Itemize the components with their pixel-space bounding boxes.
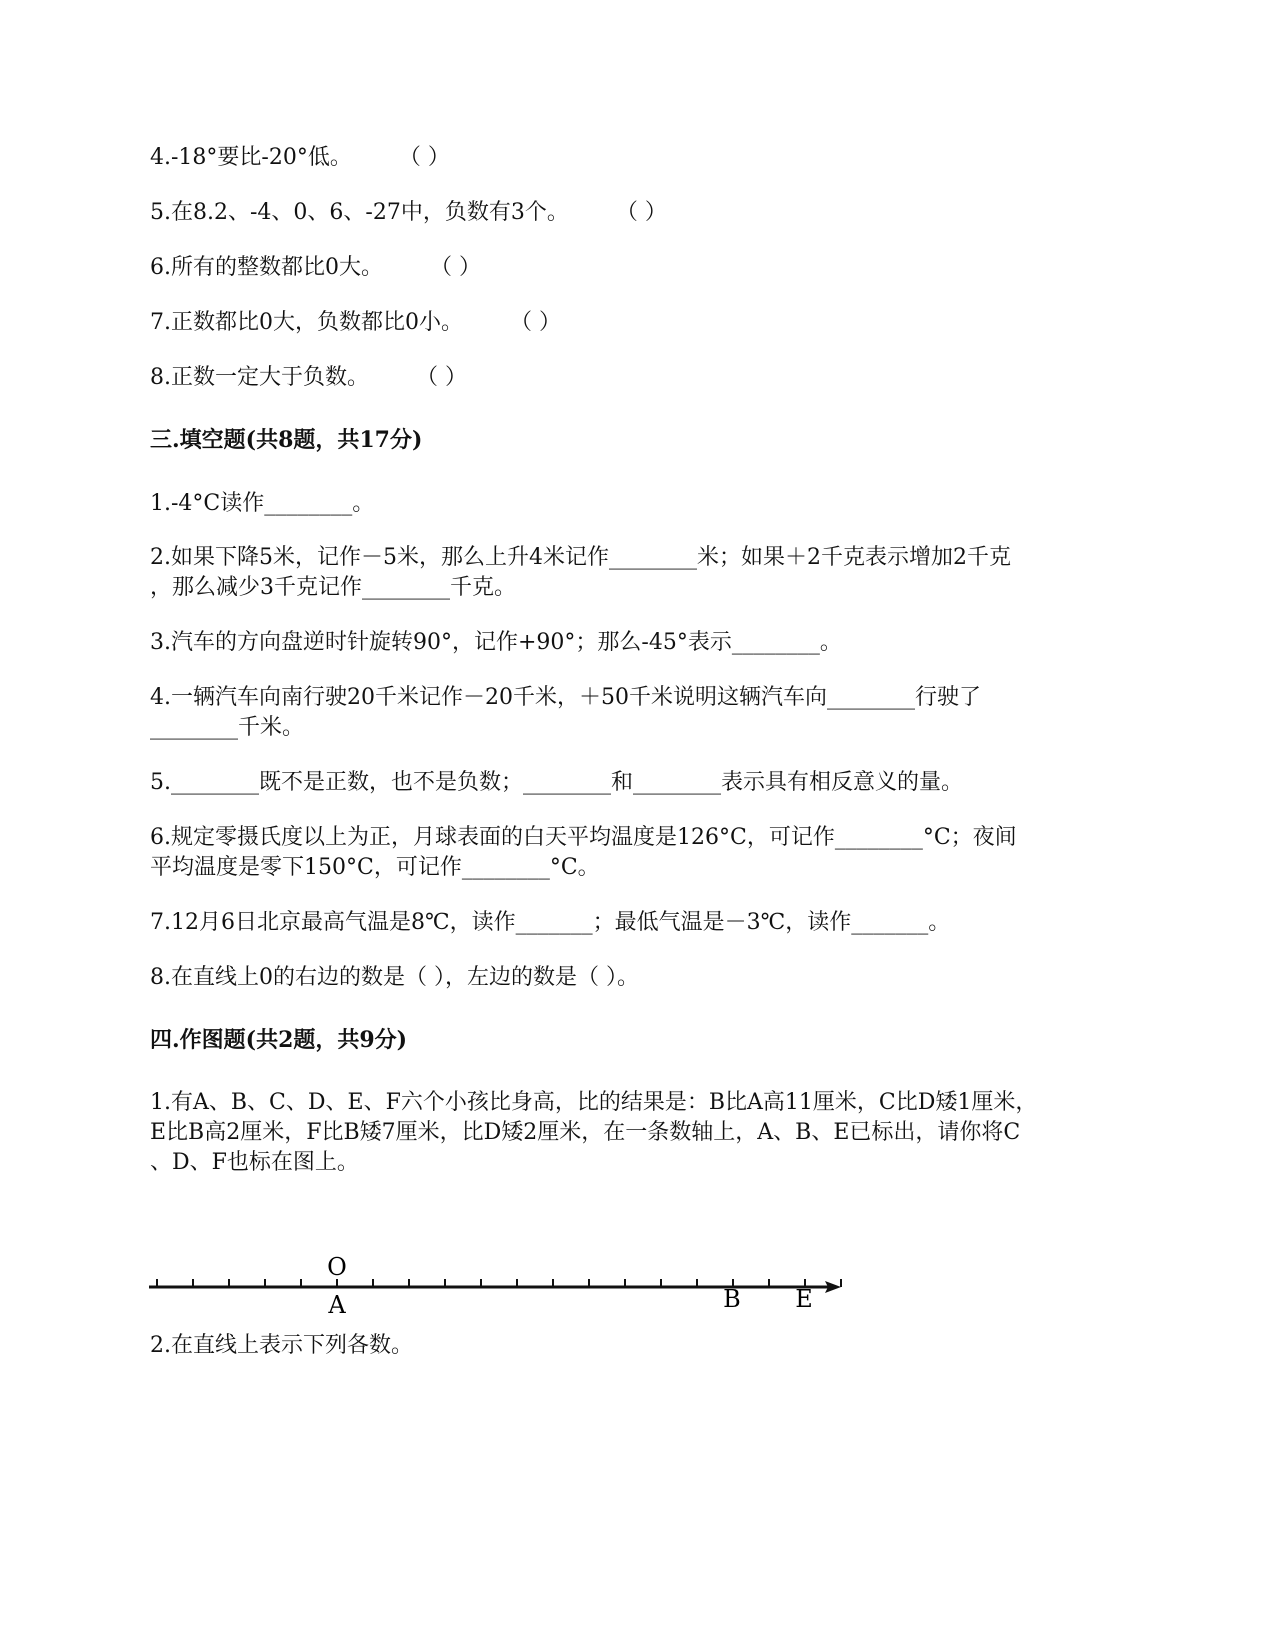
fill-question-7: 7.12月6日北京最高气温是8℃，读作_______；最低气温是－3℃，读作_______。 — [150, 910, 951, 935]
axis-origin-label: O — [327, 1255, 347, 1281]
question-text: 8.正数一定大于负数。 — [150, 365, 369, 390]
fill-question-1: 1.-4°C读作________。 — [150, 491, 375, 516]
axis-label-b: B — [723, 1285, 741, 1313]
judge-question-4 — [150, 142, 1110, 174]
fill-question-6-line-2: 平均温度是零下150°C，可记作________°C。 — [150, 855, 600, 880]
fill-question-6-line-1: 6.规定零摄氏度以上为正，月球表面的白天平均温度是126°C，可记作________°C；夜间 — [150, 825, 1017, 850]
question-text: 7.正数都比0大，负数都比0小。 — [150, 310, 463, 335]
answer-parentheses: （ ） — [510, 310, 561, 335]
fill-question-4-line-1: 4.一辆汽车向南行驶20千米记作－20千米，＋50千米说明这辆汽车向________行驶了 — [150, 685, 981, 710]
question-text: 4.-18°要比-20°低。 — [150, 145, 352, 170]
section-3-title: 三.填空题(共8题，共17分) — [150, 427, 423, 453]
fill-question-5: 5.________既不是正数，也不是负数；________和________表示具有相反意义的量。 — [150, 770, 963, 795]
draw-question-1-line-2: E比B高2厘米，F比B矮7厘米，比D矮2厘米，在一条数轴上，A、B、E已标出，请你将C — [150, 1120, 1021, 1145]
number-line-svg — [145, 1255, 845, 1315]
judge-question-5 — [150, 197, 1110, 229]
draw-question-1-line-3: 、D、F也标在图上。 — [150, 1150, 359, 1175]
question-text: 5.在8.2、-4、0、6、-27中，负数有3个。 — [150, 200, 569, 225]
judge-question-7 — [150, 307, 1110, 339]
answer-parentheses: （ ） — [398, 145, 450, 170]
judge-question-6 — [150, 252, 1110, 284]
fill-question-4-line-2: ________千米。 — [150, 715, 305, 740]
section-4-title: 四.作图题(共2题，共9分) — [150, 1027, 408, 1053]
fill-question-2-line-1: 2.如果下降5米，记作－5米，那么上升4米记作________米；如果＋2千克表示增加2千克 — [150, 545, 1011, 570]
axis-label-a: A — [328, 1291, 346, 1315]
judge-question-8 — [150, 362, 1110, 394]
draw-question-1-line-1: 1.有A、B、C、D、E、F六个小孩比身高，比的结果是：B比A高11厘米，C比D矮1厘米， — [150, 1090, 1038, 1115]
answer-parentheses: （ ） — [430, 255, 481, 280]
answer-parentheses: （ ） — [416, 365, 467, 390]
fill-question-3: 3.汽车的方向盘逆时针旋转90°，记作+90°；那么-45°表示________。 — [150, 630, 842, 655]
axis-label-e: E — [795, 1285, 813, 1313]
fill-question-2-line-2: ，那么减少3千克记作________千克。 — [150, 575, 516, 600]
answer-parentheses: （ ） — [615, 200, 667, 225]
draw-question-2: 2.在直线上表示下列各数。 — [150, 1333, 413, 1358]
fill-question-8: 8.在直线上0的右边的数是（ ），左边的数是（ ）。 — [150, 965, 639, 990]
question-text: 6.所有的整数都比0大。 — [150, 255, 383, 280]
number-line-figure — [145, 1255, 845, 1319]
